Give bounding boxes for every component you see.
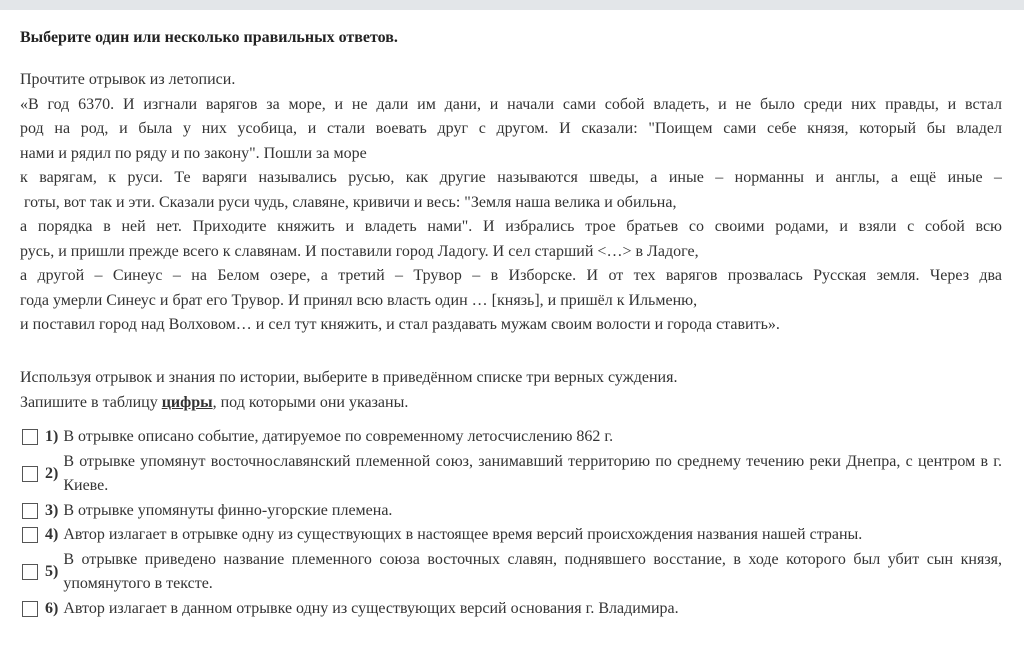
option-text: В отрывке приведено название племенного союза восточных славян, поднявшего восстание, в ходе которого был убит сын князя, упомянутого в тексте. (63, 550, 1002, 592)
option-2[interactable] (20, 450, 1002, 499)
option-text: В отрывке упомянут восточнославянский племенной союз, занимавший территорию по среднему течению реки Днепра, с центром в г. Киеве. (63, 452, 1002, 494)
instructions (20, 366, 1002, 415)
chronicle-passage (20, 68, 1002, 338)
passage-line: русь, и пришли прежде всего к славянам. И поставили город Ладогу. И сел старший <…> в Ладоге, (20, 242, 699, 260)
option-3[interactable] (20, 499, 1002, 524)
passage-line: род на род, и была у них усобица, и стали воевать друг с другом. И сказали: "Поищем сами себе князя, который бы владел (20, 120, 1002, 137)
passage-line: Прочтите отрывок из летописи. (20, 71, 236, 88)
instruction-line (20, 391, 1002, 416)
option-text: В отрывке описано событие, датируемое по современному летосчислению 862 г. (63, 428, 614, 445)
passage-line: нами и рядил по ряду и по закону". Пошли за море (20, 144, 367, 162)
checkbox[interactable] (22, 564, 38, 580)
option-number: 5) (45, 563, 59, 580)
option-number: 6) (45, 599, 59, 617)
option-5[interactable] (20, 548, 1002, 597)
checkbox[interactable] (22, 601, 38, 617)
checkbox[interactable] (22, 527, 38, 543)
option-number: 3) (45, 501, 59, 519)
passage-line: «В год 6370. И изгнали варягов за море, и не дали им дани, и начали сами собой владеть, и не было среди них правды, и встал (20, 95, 1002, 113)
instruction-line: Используя отрывок и знания по истории, выберите в приведённом списке три верных суждения. (20, 369, 678, 386)
passage-line: а порядка в ней нет. Приходите княжить и владеть нами". И избрались трое братьев со своими родами, и взяли с собой всю (20, 218, 1002, 235)
option-number: 4) (45, 526, 59, 544)
passage-line: и поставил город над Волховом… и сел тут княжить, и стал раздавать мужам своим волости и города ставить». (20, 316, 780, 333)
option-number: 1) (45, 428, 59, 446)
checkbox[interactable] (22, 503, 38, 519)
passage-line: а другой – Синеус – на Белом озере, а третий – Трувор – в Изборске. И от тех варягов прозвалась Русская земля. Через два (20, 267, 1002, 284)
option-6[interactable] (20, 597, 1002, 622)
answer-options (20, 425, 1002, 621)
instruction-text: Запишите в таблицу (20, 393, 162, 411)
top-bar (0, 0, 1024, 10)
option-text: Автор излагает в данном отрывке одну из существующих версий основания г. Владимира. (63, 599, 679, 617)
instruction-text: , под которыми они указаны. (212, 393, 409, 411)
checkbox[interactable] (22, 429, 38, 445)
passage-line: года умерли Синеус и брат его Трувор. И принял всю власть один … [князь], и пришёл к Ильменю, (20, 291, 698, 309)
option-text: Автор излагает в отрывке одну из существующих в настоящее время версий происхождения названия нашей страны. (63, 526, 863, 543)
passage-line: готы, вот так и эти. Сказали руси чудь, славяне, кривичи и весь: "Земля наша велика и обильна, (20, 193, 677, 211)
instruction-emphasis: цифры (161, 393, 213, 411)
option-text: В отрывке упомянуты финно-угорские племена. (63, 501, 393, 519)
option-1[interactable] (20, 425, 1002, 450)
option-4[interactable] (20, 523, 1002, 548)
option-number: 2) (45, 465, 59, 482)
question-title: Выберите один или несколько правильных ответов. (20, 29, 398, 46)
checkbox[interactable] (22, 466, 38, 482)
passage-line: к варягам, к руси. Те варяги назывались русью, как другие называются шведы, а иные – норманны и англы, а ещё иные – (20, 169, 1002, 186)
